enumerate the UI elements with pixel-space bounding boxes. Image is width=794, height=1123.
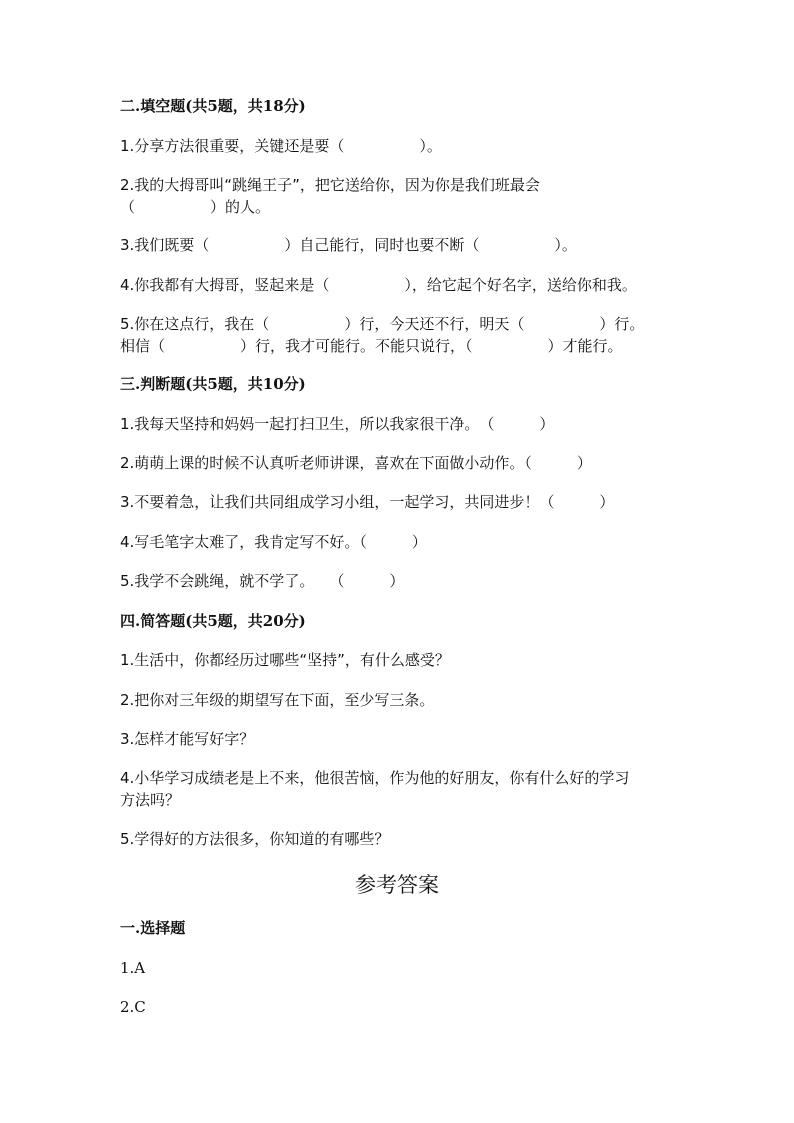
judge-question-1: 1.我每天坚持和妈妈一起打扫卫生，所以我家很干净。 （ ） — [120, 415, 555, 433]
short-question-5: 5.学得好的方法很多，你知道的有哪些？ — [120, 830, 390, 848]
short-question-4-line-2: 方法吗？ — [120, 791, 181, 809]
short-question-1: 1.生活中，你都经历过哪些“坚持”，有什么感受？ — [120, 651, 450, 669]
answer-1: 1.A — [120, 959, 146, 977]
fill-question-2-line-1: 2.我的大拇哥叫“跳绳王子”，把它送给你，因为你是我们班最会 — [120, 176, 540, 194]
fill-question-5-line-2: 相信（ ）行，我才可能行。不能只说行，（ ）才能行。 — [120, 337, 623, 355]
judge-question-5: 5.我学不会跳绳，就不学了。 （ ） — [120, 572, 405, 590]
answer-key-title: 参考答案 — [355, 873, 439, 897]
fill-question-4: 4.你我都有大拇哥，竖起来是（ ），给它起个好名字，送给你和我。 — [120, 276, 637, 294]
judge-section-heading: 三.判断题(共5题，共10分) — [120, 375, 306, 393]
short-answer-section-heading: 四.简答题(共5题，共20分) — [120, 612, 306, 630]
fill-question-1: 1.分享方法很重要，关键还是要（ ）。 — [120, 137, 442, 155]
judge-question-4: 4.写毛笔字太难了，我肯定写不好。（ ） — [120, 533, 427, 551]
fill-question-3: 3.我们既要（ ）自己能行，同时也要不断（ ）。 — [120, 236, 577, 254]
fill-question-2-line-2: （ ）的人。 — [120, 198, 271, 216]
short-question-4-line-1: 4.小华学习成绩老是上不来，他很苦恼，作为他的好朋友，你有什么好的学习 — [120, 769, 630, 787]
short-question-2: 2.把你对三年级的期望写在下面，至少写三条。 — [120, 691, 435, 709]
fill-in-section-heading: 二.填空题(共5题，共18分) — [120, 97, 306, 115]
answer-2: 2.C — [120, 998, 146, 1016]
fill-question-5-line-1: 5.你在这点行，我在（ ）行，今天还不行，明天（ ）行。 — [120, 315, 645, 333]
judge-question-2: 2.萌萌上课的时候不认真听老师讲课，喜欢在下面做小动作。（ ） — [120, 454, 592, 472]
judge-question-3: 3.不要着急，让我们共同组成学习小组，一起学习，共同进步！（ ） — [120, 493, 615, 511]
answer-choice-heading: 一.选择题 — [120, 919, 186, 937]
short-question-3: 3.怎样才能写好字？ — [120, 730, 255, 748]
